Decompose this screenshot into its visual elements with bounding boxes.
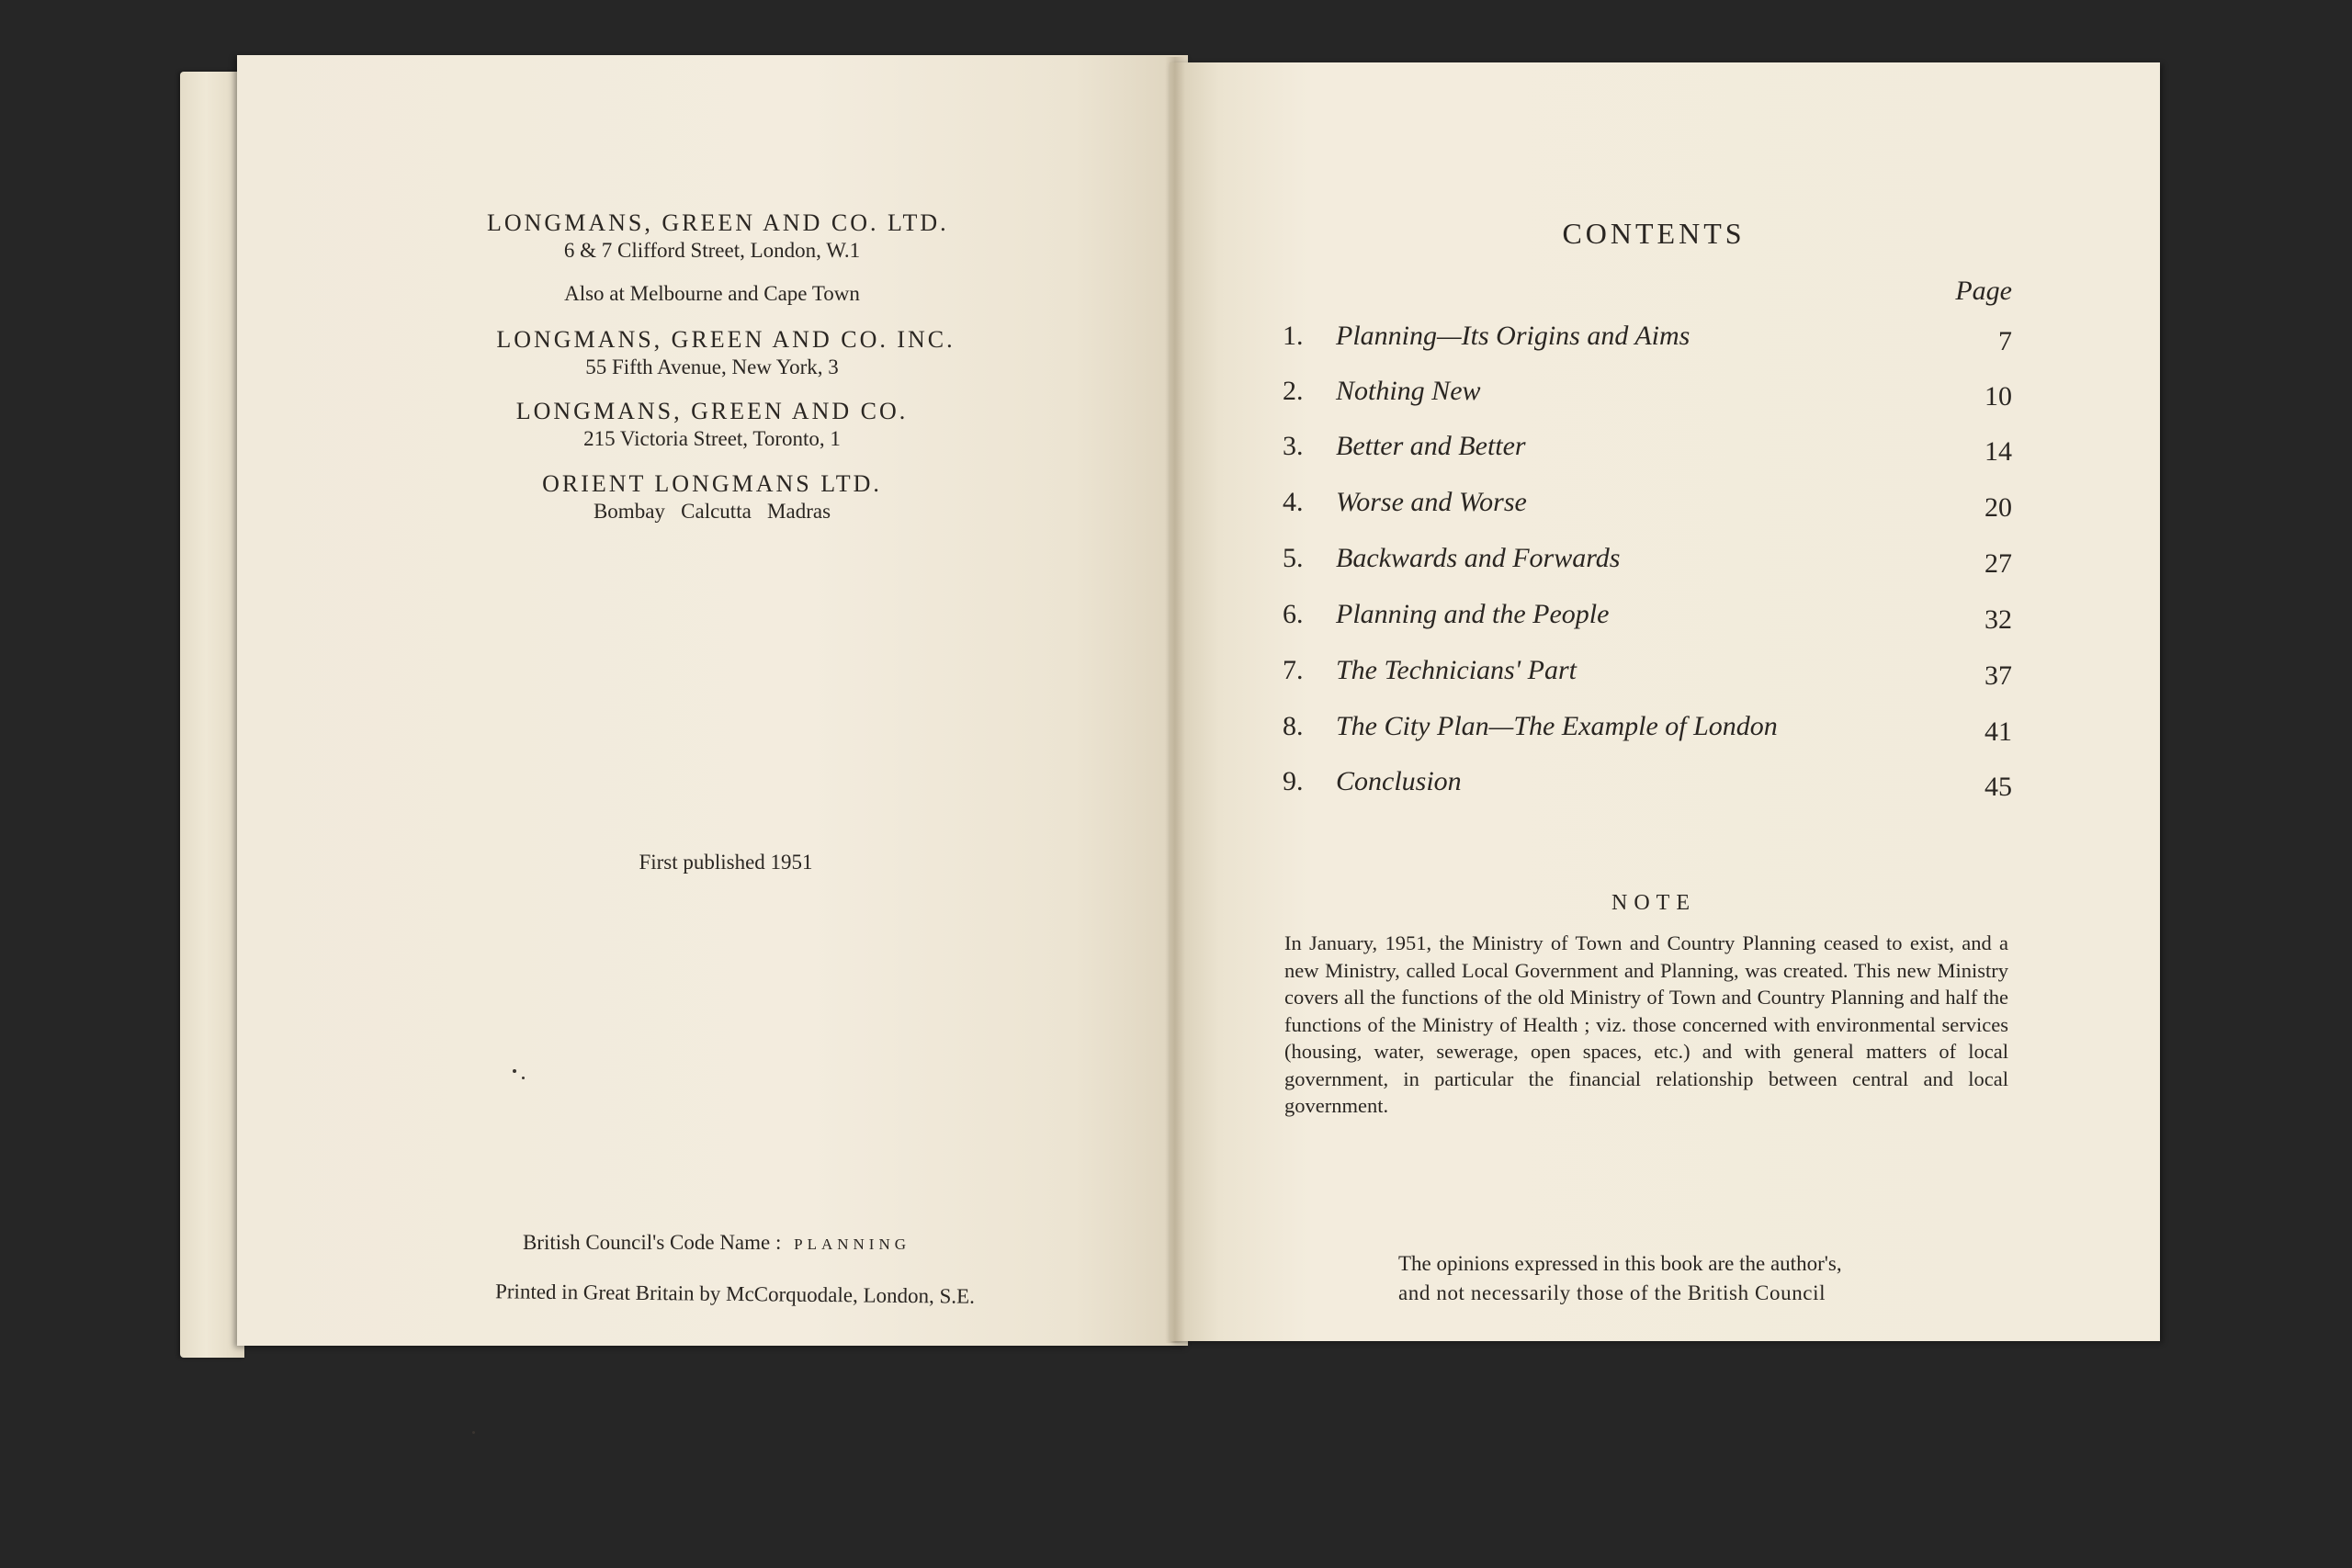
toc-number: 7. <box>1283 655 1304 685</box>
toc-title: Planning—Its Origins and Aims <box>1336 321 1690 351</box>
first-published: First published 1951 <box>639 851 813 874</box>
publisher-address: 215 Victoria Street, Toronto, 1 <box>583 427 841 450</box>
toc-number: 6. <box>1283 599 1304 629</box>
toc-entry[interactable] <box>1283 487 2012 533</box>
toc-title: Conclusion <box>1336 766 1462 796</box>
toc-number: 4. <box>1283 487 1304 517</box>
code-name-line <box>478 1231 956 1255</box>
toc-page: 10 <box>1984 381 2012 412</box>
publisher-name: LONGMANS, GREEN AND CO. <box>515 398 909 424</box>
toc-entry[interactable] <box>1283 655 2012 701</box>
toc-number: 5. <box>1283 543 1304 573</box>
toc-page: 14 <box>1984 436 2012 467</box>
toc-title: Better and Better <box>1336 431 1526 461</box>
toc-page: 7 <box>1998 326 2012 356</box>
toc-entry[interactable] <box>1283 599 2012 645</box>
page-edge-stack <box>180 72 244 1358</box>
disclaimer <box>1398 1249 1887 1308</box>
disclaimer-line: The opinions expressed in this book are the author's, <box>1398 1252 1842 1275</box>
contents-title: CONTENTS <box>1562 217 1746 250</box>
note-title: NOTE <box>1611 891 1696 915</box>
publisher-address: 6 & 7 Clifford Street, London, W.1 <box>563 239 861 262</box>
publisher-address: Bombay Calcutta Madras <box>593 500 831 523</box>
page-column-header: Page <box>1955 276 2012 306</box>
publisher-address: Also at Melbourne and Cape Town <box>564 282 860 305</box>
toc-number: 3. <box>1283 431 1304 461</box>
toc-entry[interactable] <box>1283 376 2012 422</box>
toc-number: 1. <box>1283 321 1304 351</box>
toc-number: 8. <box>1283 711 1304 741</box>
book-gutter <box>1165 57 1185 1343</box>
toc-title: The Technicians' Part <box>1336 655 1577 685</box>
toc-entry[interactable] <box>1283 321 2012 367</box>
print-speck <box>513 1069 516 1073</box>
disclaimer-line: and not necessarily those of the British Council <box>1398 1281 1826 1304</box>
note-body: In January, 1951, the Ministry of Town and Country Planning ceased to exist, and a new Ministry, called Local Government and Planning, was created. This new Ministry covers all the functions of the old Ministry of Town and Country Planning and half the functions of the Ministry of Health ; viz. those concerned with environmental services (housing, water, sewerage, open spaces, etc.) and with general matters of local government, in particular the financial relationship between central and local government. <box>1284 931 2008 1117</box>
code-name-value: PLANNING <box>794 1235 911 1253</box>
toc-title: Worse and Worse <box>1336 487 1527 517</box>
toc-entry[interactable] <box>1283 766 2012 812</box>
toc-page: 41 <box>1984 716 2012 747</box>
toc-title: Planning and the People <box>1336 599 1610 629</box>
toc-title: The City Plan—The Example of London <box>1336 711 1778 741</box>
toc-page: 37 <box>1984 660 2012 691</box>
right-page <box>1170 62 2160 1341</box>
toc-title: Backwards and Forwards <box>1336 543 1621 573</box>
publisher-name: ORIENT LONGMANS LTD. <box>542 470 882 497</box>
toc-page: 20 <box>1984 492 2012 523</box>
publisher-address: 55 Fifth Avenue, New York, 3 <box>585 355 839 378</box>
print-speck <box>472 1431 475 1434</box>
toc-title: Nothing New <box>1336 376 1481 406</box>
publisher-name: LONGMANS, GREEN AND CO. LTD. <box>487 209 949 236</box>
toc-entry[interactable] <box>1283 543 2012 589</box>
toc-entry[interactable] <box>1283 431 2012 477</box>
toc-number: 2. <box>1283 376 1304 406</box>
code-name-label: British Council's Code Name : <box>522 1231 782 1254</box>
toc-page: 45 <box>1984 772 2012 802</box>
printer-line: Printed in Great Britain by McCorquodale, London, S.E. <box>494 1280 976 1308</box>
toc-page: 27 <box>1984 548 2012 579</box>
publisher-name: LONGMANS, GREEN AND CO. INC. <box>496 326 956 353</box>
toc-entry[interactable] <box>1283 711 2012 757</box>
toc-page: 32 <box>1984 604 2012 635</box>
toc-number: 9. <box>1283 766 1304 796</box>
print-speck <box>522 1077 525 1079</box>
